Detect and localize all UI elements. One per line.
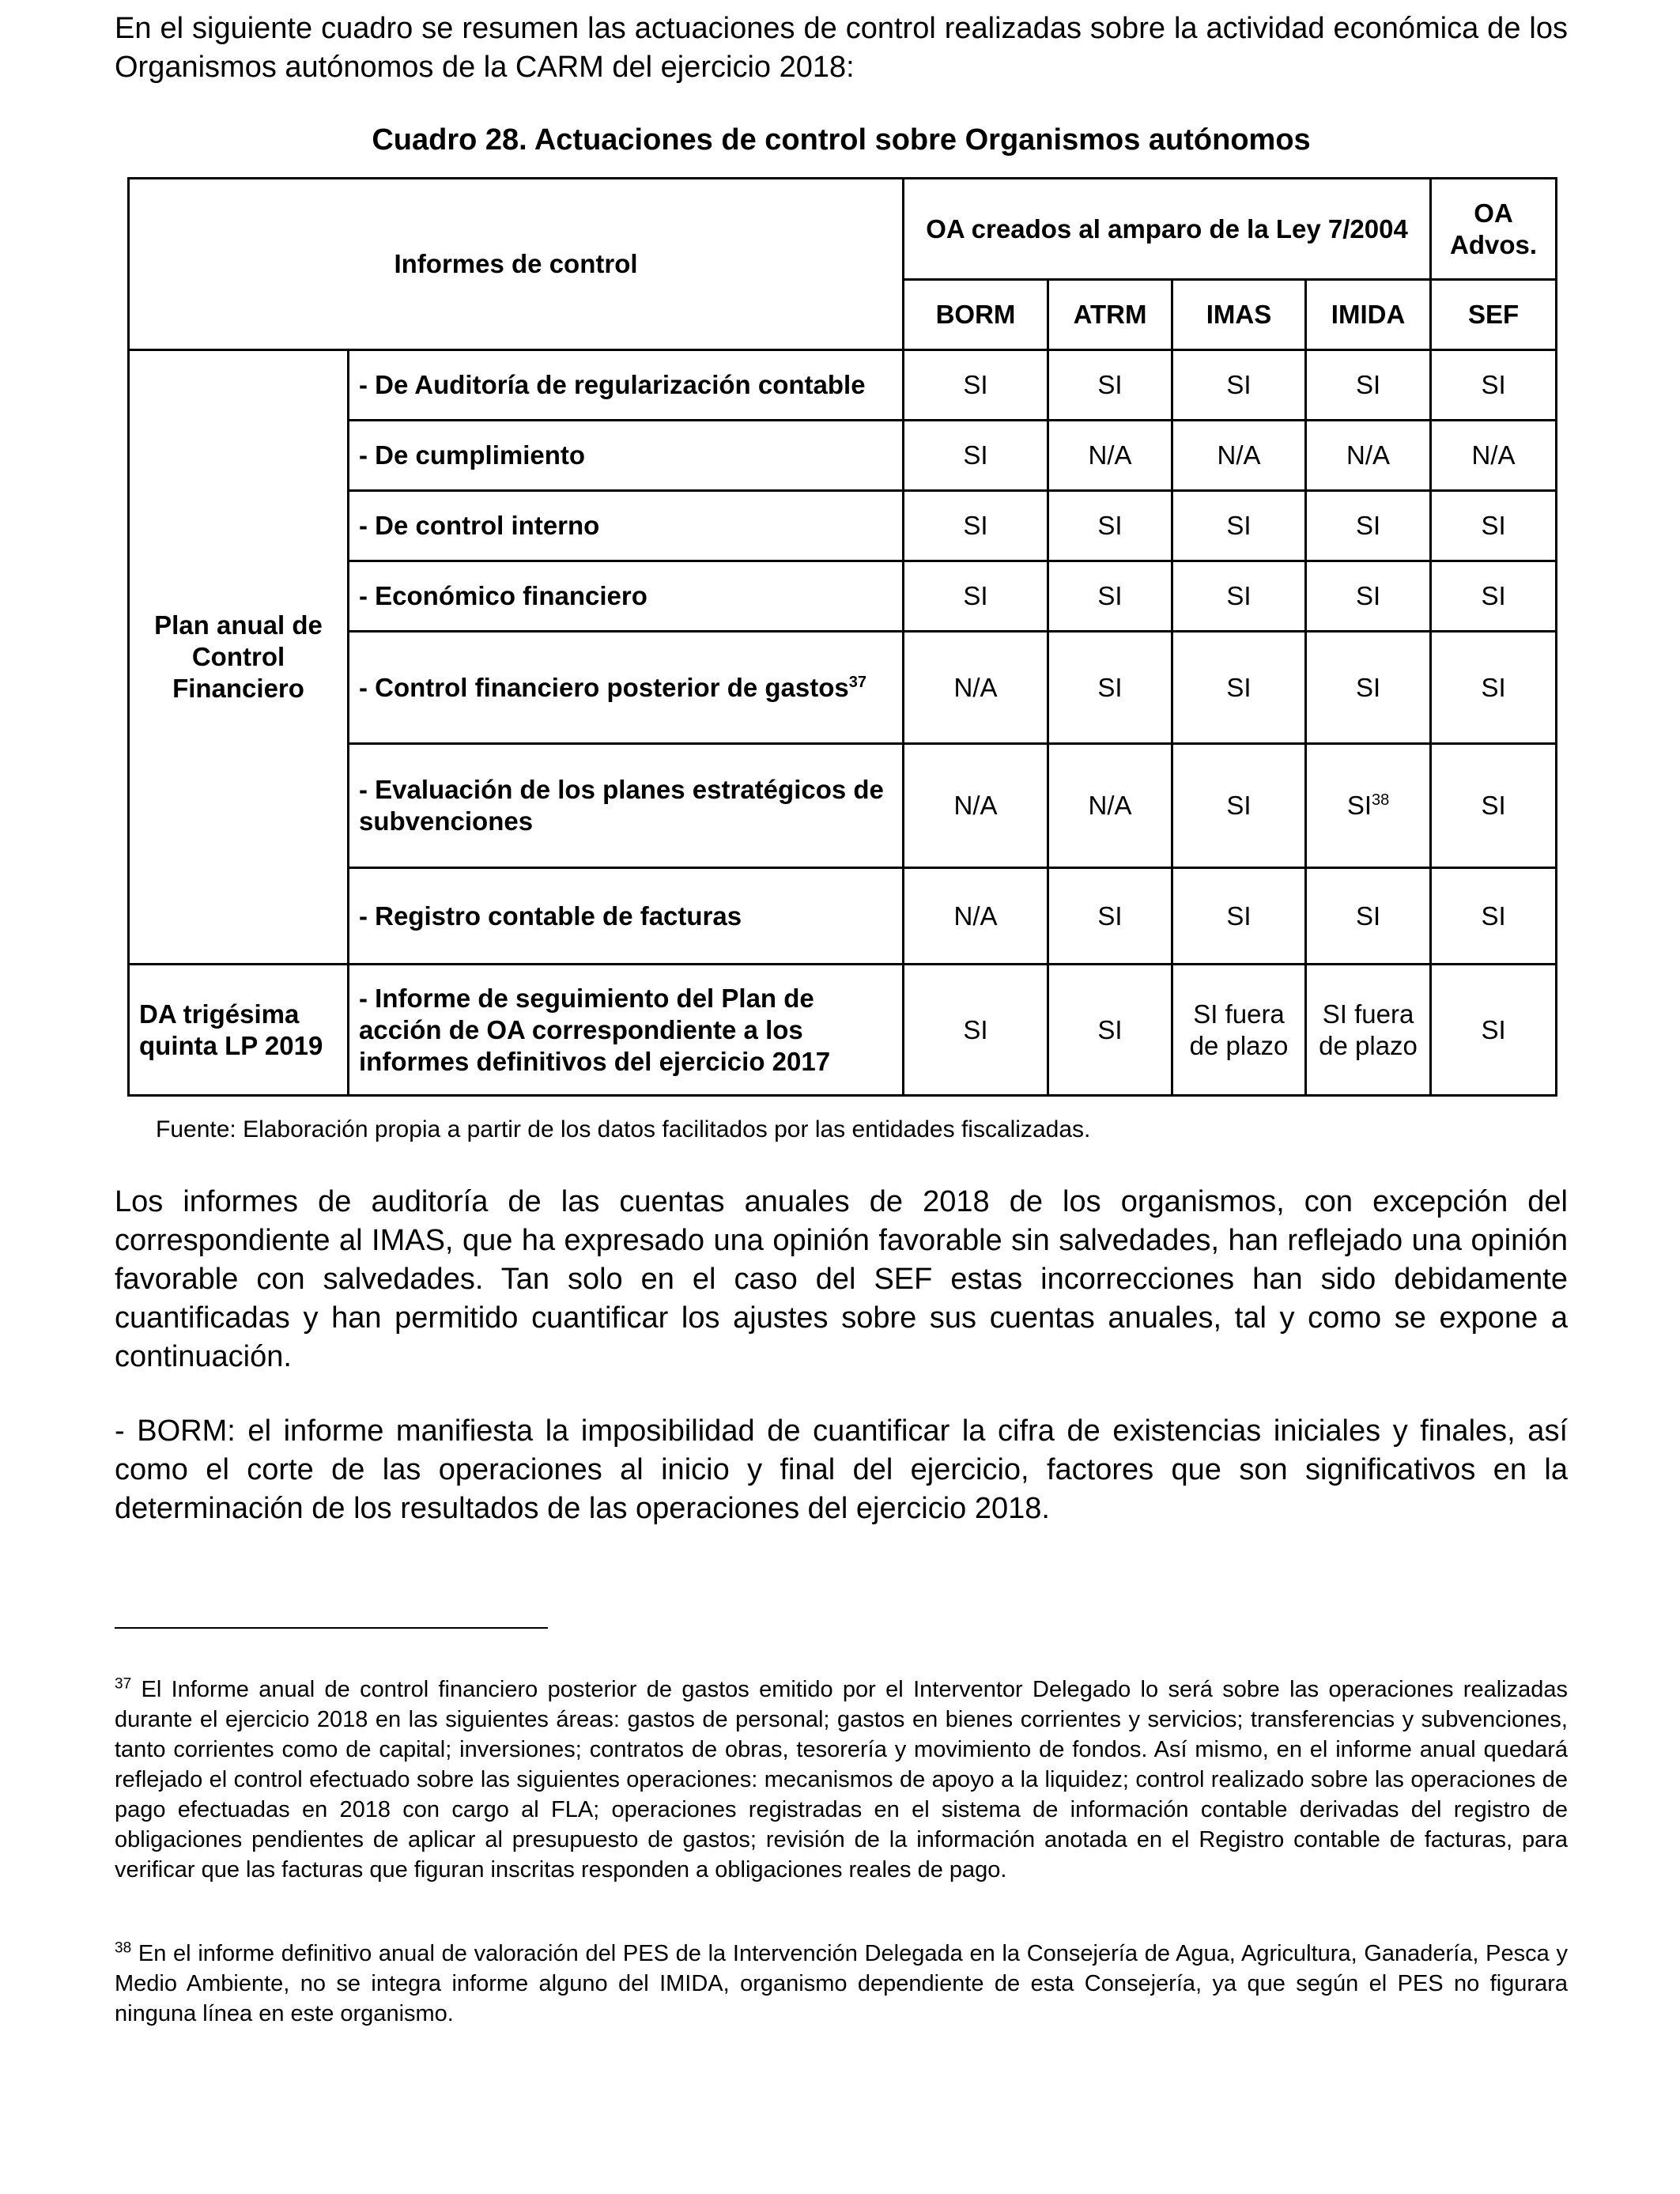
row-label-with-footnote — [349, 632, 904, 744]
footnote-ref: 37 — [848, 673, 866, 691]
table-cell: SI fuera de plazo — [1306, 965, 1431, 1096]
header-informes: Informes de control — [129, 179, 904, 350]
table-cell: SI — [1431, 744, 1557, 868]
table-cell: SI — [1431, 965, 1557, 1096]
table-cell: SI — [1431, 632, 1557, 744]
table-cell: N/A — [1048, 421, 1172, 491]
table-cell: SI — [1431, 868, 1557, 965]
column-header: SEF — [1431, 280, 1557, 350]
control-table — [127, 177, 1557, 1097]
column-header: ATRM — [1048, 280, 1172, 350]
row-label: - De Auditoría de regularización contable — [349, 350, 904, 421]
row-label: - De cumplimiento — [349, 421, 904, 491]
table-cell: SI — [1346, 791, 1372, 820]
table-cell: SI — [1431, 561, 1557, 632]
table-row — [129, 350, 1557, 421]
table-cell: SI — [1306, 491, 1431, 561]
table-cell: N/A — [1048, 744, 1172, 868]
footnote-separator — [115, 1627, 548, 1629]
table-cell: SI — [1048, 561, 1172, 632]
table-cell: SI — [904, 561, 1048, 632]
table-cell: SI — [1306, 350, 1431, 421]
table-cell: SI — [1048, 632, 1172, 744]
table-cell: SI — [1172, 744, 1306, 868]
table-cell: SI — [904, 421, 1048, 491]
table-cell: N/A — [1306, 421, 1431, 491]
header-oa-group: OA creados al amparo de la Ley 7/2004 — [904, 179, 1431, 280]
table-cell-with-footnote — [1306, 744, 1431, 868]
footnote-37 — [115, 1675, 1568, 1885]
column-header: BORM — [904, 280, 1048, 350]
group-label-plan-anual: Plan anual de Control Financiero — [129, 350, 349, 965]
group-label-da-trigesima: DA trigésima quinta LP 2019 — [129, 965, 349, 1096]
row-label: - De control interno — [349, 491, 904, 561]
footnote-number: 37 — [115, 1675, 132, 1693]
table-cell: SI — [1048, 965, 1172, 1096]
row-label: - Evaluación de los planes estratégicos de subvenciones — [349, 744, 904, 868]
table-cell: SI fuera de plazo — [1172, 965, 1306, 1096]
table-cell: N/A — [1172, 421, 1306, 491]
table-cell: N/A — [904, 868, 1048, 965]
footnote-ref: 38 — [1372, 791, 1390, 809]
table-cell: SI — [904, 491, 1048, 561]
table-cell: SI — [1172, 868, 1306, 965]
body-paragraph: Los informes de auditoría de las cuentas anuales de 2018 de los organismos, con excepción del correspondiente al IMAS, que ha expresado una opinión favorable sin salvedades, han reflejado una opinión favorable con salvedades. Tan solo en el caso del SEF estas incorrecciones han sido debidamente cuantificadas y han permitido cuantificar los ajustes sobre sus cuentas anuales, tal y como se expone a continuación. — [115, 1185, 1568, 1373]
intro-paragraph: En el siguiente cuadro se resumen las actuaciones de control realizadas sobre la actividad económica de los Organismos autónomos de la CARM del ejercicio 2018: — [115, 12, 1568, 84]
row-label: - Económico financiero — [349, 561, 904, 632]
table-cell: SI — [1048, 491, 1172, 561]
table-cell: SI — [1306, 632, 1431, 744]
table-source: Fuente: Elaboración propia a partir de los datos facilitados por las entidades fiscalizadas. — [156, 1116, 1091, 1142]
column-header: IMAS — [1172, 280, 1306, 350]
table-cell: SI — [1172, 632, 1306, 744]
table-cell: SI — [904, 965, 1048, 1096]
table-caption: Cuadro 28. Actuaciones de control sobre Organismos autónomos — [372, 123, 1311, 157]
header-oa-advos: OA Advos. — [1431, 179, 1557, 280]
row-label: - Control financiero posterior de gastos — [359, 672, 849, 702]
table-cell: SI — [1306, 561, 1431, 632]
table-cell: SI — [1172, 561, 1306, 632]
table-row — [129, 965, 1557, 1096]
row-label: - Registro contable de facturas — [349, 868, 904, 965]
body-paragraph-borm: - BORM: el informe manifiesta la imposibilidad de cuantificar la cifra de existencias iniciales y finales, así como el corte de las operaciones al inicio y final del ejercicio, factores que son significativos en la determinación de los resultados de las operaciones del ejercicio 2018. — [115, 1414, 1568, 1525]
footnote-text: El Informe anual de control financiero posterior de gastos emitido por el Interventor Delegado lo será sobre las operaciones realizadas durante el ejercicio 2018 en las siguientes áreas: gastos de personal; gastos en bienes corrientes y servicios; transferencias y subvenciones, tanto corrientes como de capital; inversiones; contratos de obras, tesorería y movimiento de fondos. Así mismo, en el informe anual quedará reflejado el control efectuado sobre las siguientes operaciones: mecanismos de apoyo a la liquidez; control realizado sobre las operaciones de pago efectuadas en 2018 con cargo al FLA; operaciones registradas en el sistema de información contable derivadas del registro de obligaciones pendientes de aplicar al presupuesto de gastos; revisión de la información anotada en el Registro contable de facturas, para verificar que las facturas que figuran inscritas responden a obligaciones reales de pago. — [115, 1677, 1568, 1882]
table-cell: SI — [1048, 868, 1172, 965]
column-header: IMIDA — [1306, 280, 1431, 350]
table-cell: SI — [1048, 350, 1172, 421]
table-cell: SI — [904, 350, 1048, 421]
table-cell: N/A — [904, 632, 1048, 744]
table-cell: SI — [1431, 350, 1557, 421]
table-cell: SI — [1172, 350, 1306, 421]
row-label: - Informe de seguimiento del Plan de acción de OA correspondiente a los informes definitivos del ejercicio 2017 — [349, 965, 904, 1096]
table-cell: SI — [1306, 868, 1431, 965]
table-cell: N/A — [904, 744, 1048, 868]
table-cell: SI — [1172, 491, 1306, 561]
footnote-text: En el informe definitivo anual de valoración del PES de la Intervención Delegada en la Consejería de Agua, Agricultura, Ganadería, Pesca y Medio Ambiente, no se integra informe alguno del IMIDA, organismo dependiente de esta Consejería, ya que según el PES no figurara ninguna línea en este organismo. — [115, 1941, 1568, 2026]
footnote-number: 38 — [115, 1939, 132, 1957]
footnote-38 — [115, 1939, 1568, 2029]
table-cell: SI — [1431, 491, 1557, 561]
table-cell: N/A — [1431, 421, 1557, 491]
